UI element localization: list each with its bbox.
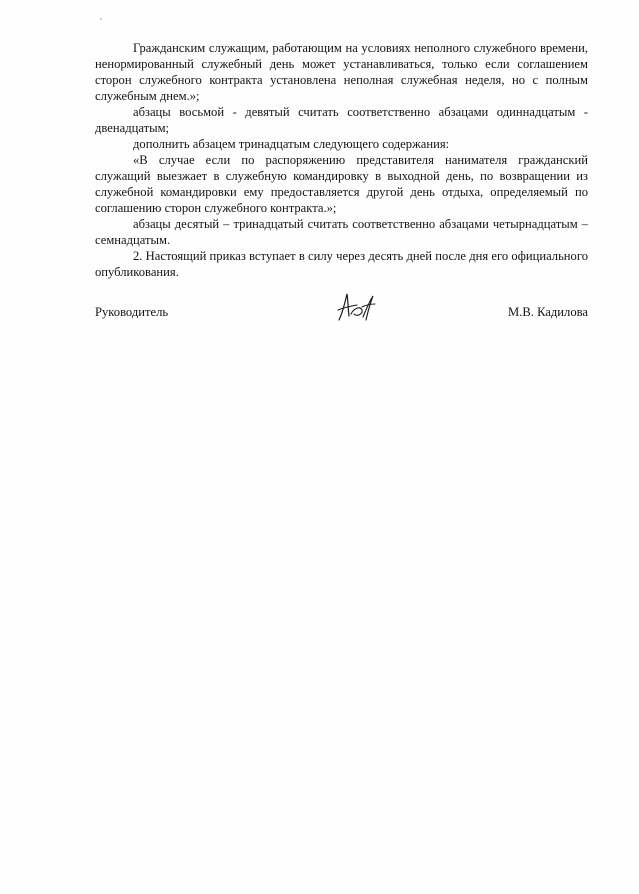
paragraph: 2. Настоящий приказ вступает в силу через десять дней после дня его официального опубликования. [95, 249, 588, 279]
paragraph: «В случае если по распоряжению представителя нанимателя гражданский служащий выезжает в служебную командировку в выходной день, по возвращении из служебной командировки ему предоставляется другой день отдыха, определяемый по соглашению сторон служебного контракта.»; [95, 153, 588, 215]
scan-speck [100, 18, 102, 20]
signature-block [95, 304, 588, 324]
paragraph: абзацы десятый – тринадцатый считать соответственно абзацами четырнадцатым – семнадцатым. [95, 217, 588, 247]
handwritten-signature [335, 290, 377, 324]
signatory-position: Руководитель [95, 305, 169, 319]
signatory-name: М.В. Кадилова [508, 305, 588, 319]
paragraph: Гражданским служащим, работающим на условиях неполного служебного времени, ненормированный служебный день может устанавливаться, только если соглашением сторон служебного контракта установлена неполная служебная неделя, но с полным служебным днем.»; [95, 41, 588, 103]
paragraph: абзацы восьмой - девятый считать соответственно абзацами одиннадцатым - двенадцатым; [95, 105, 588, 135]
document-body [95, 40, 588, 280]
paragraph: дополнить абзацем тринадцатым следующего содержания: [133, 137, 450, 151]
